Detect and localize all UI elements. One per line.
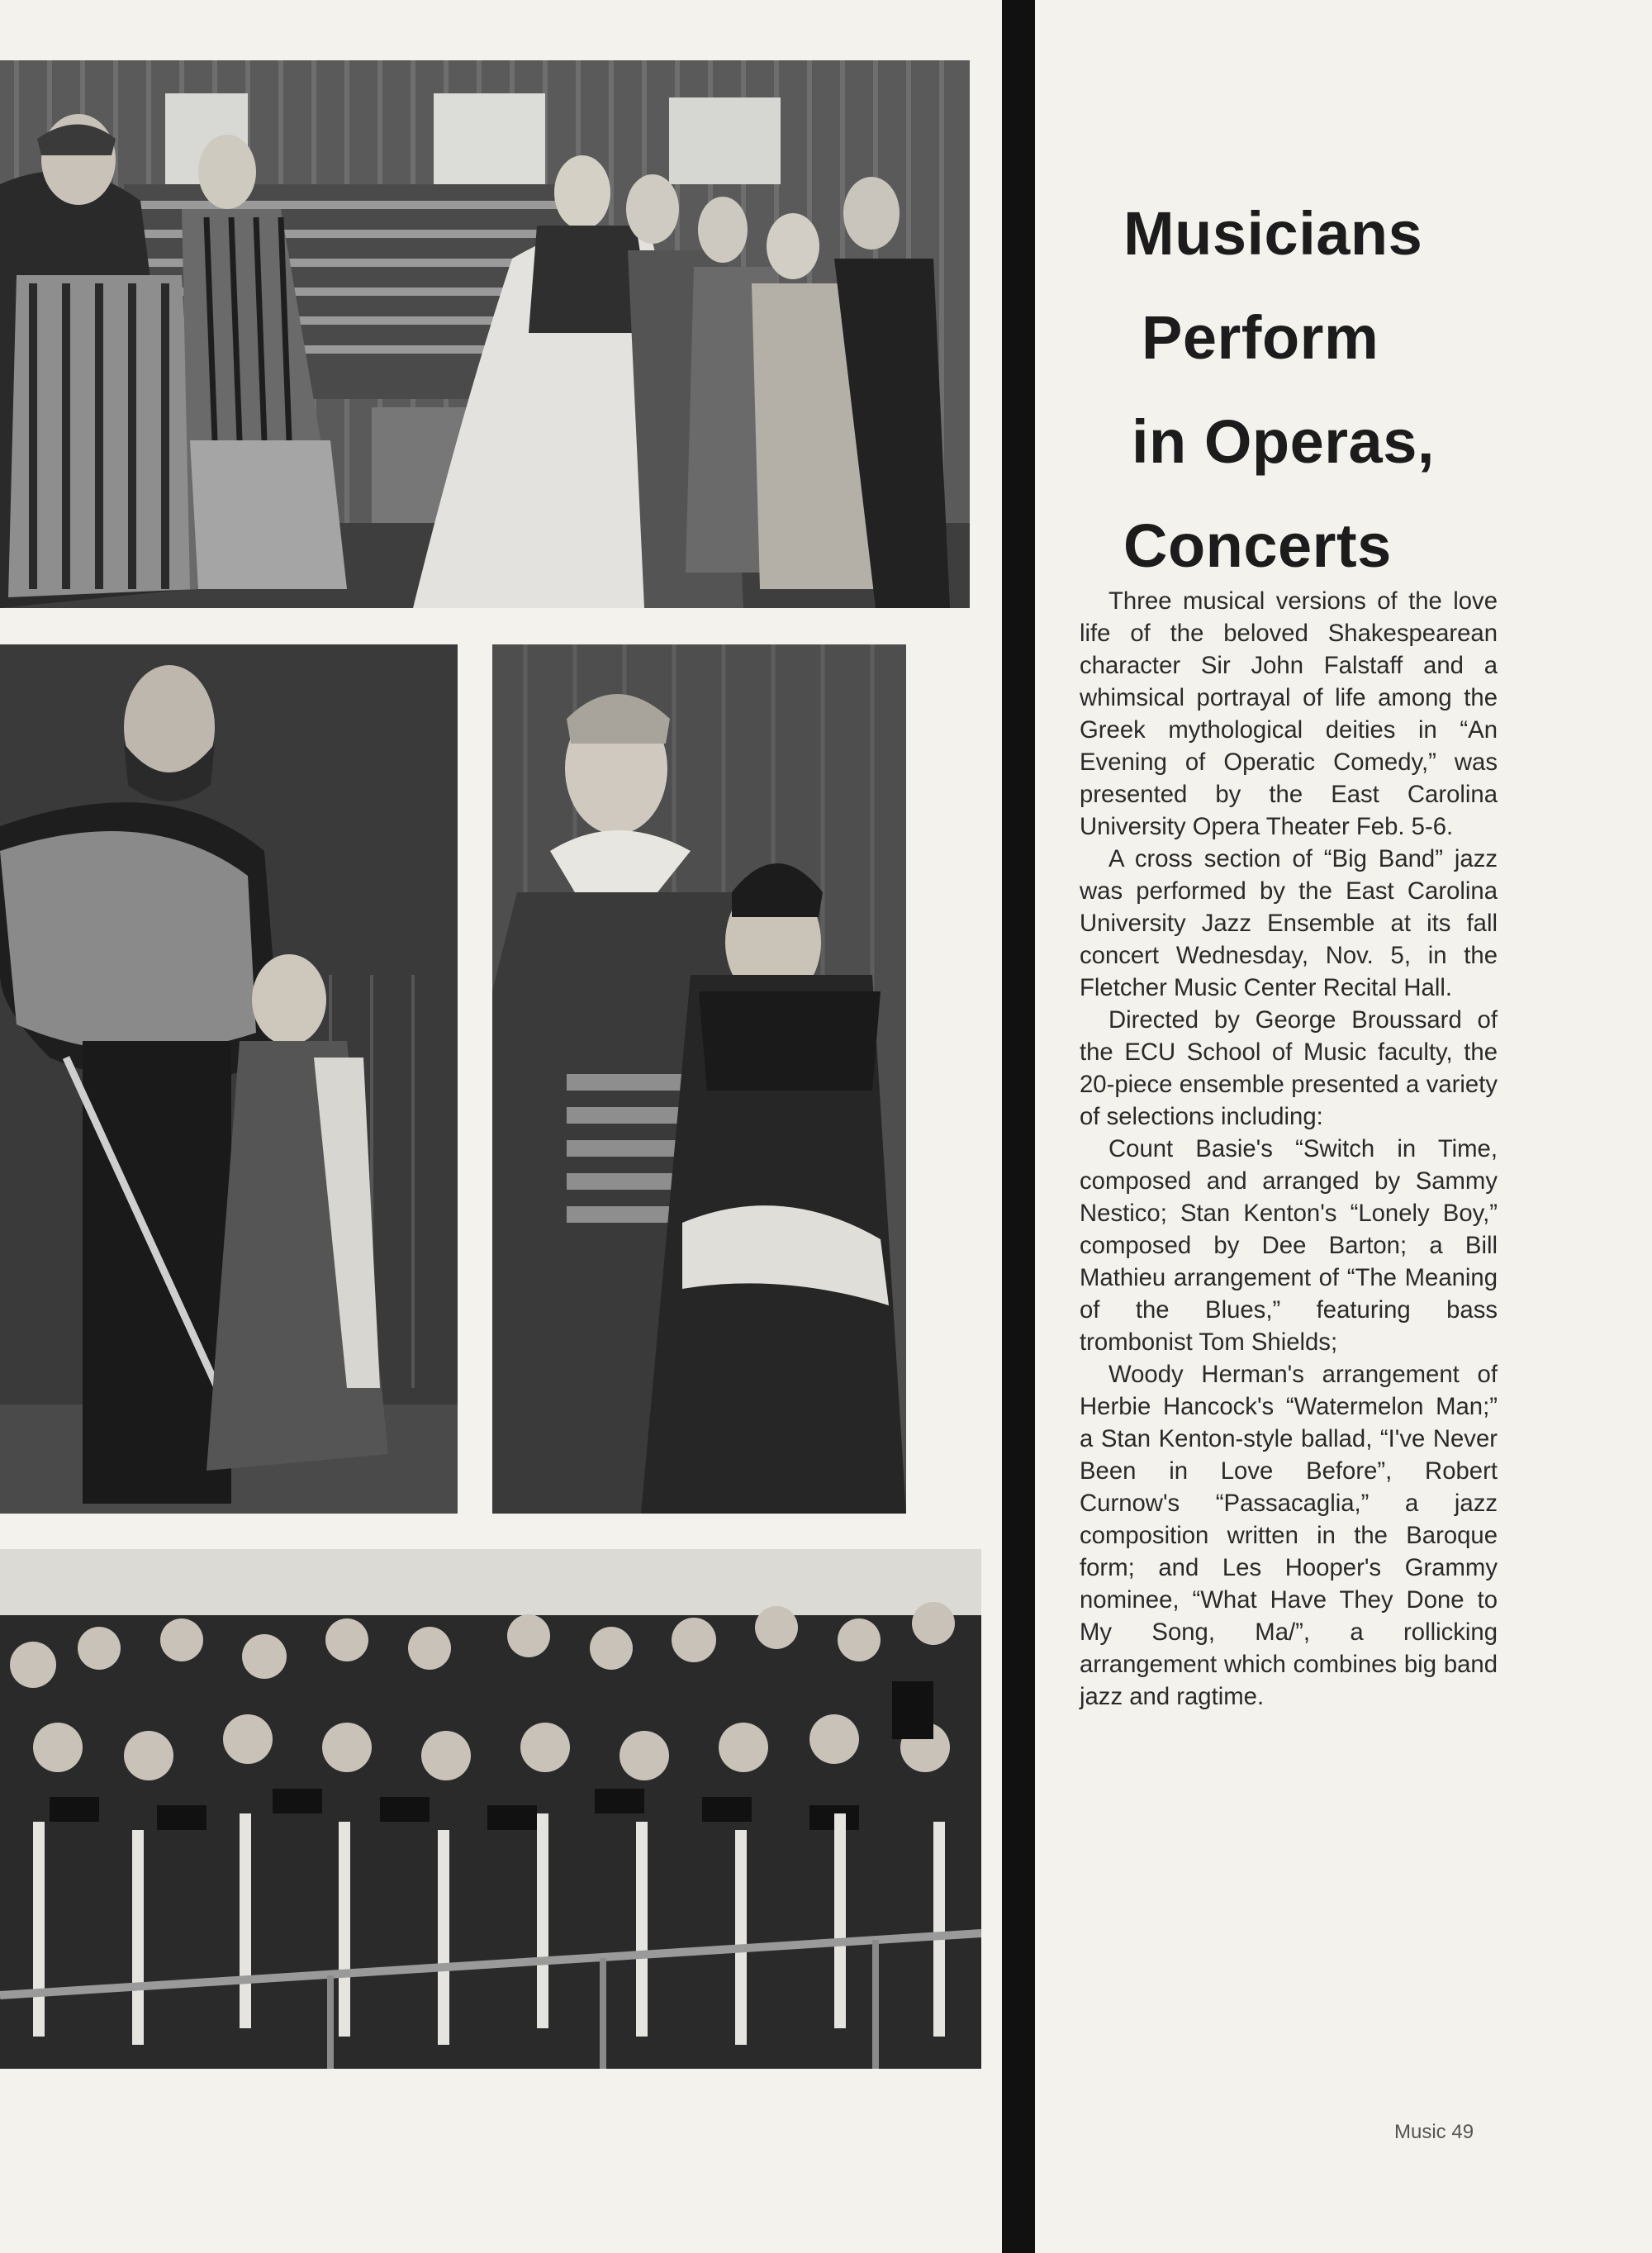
article-paragraph: Woody Herman's arrangement of Herbie Hancock's “Watermelon Man;” a Stan Kenton-style ballad, “I've Never Been in Love Before”, Robert Curnow's “Passacaglia,” a jazz composition written in the Baroque form; and Les Hooper's Grammy nominee, “What Have They Done to My Song, Ma/”, a rollicking arrangement which combines big band jazz and ragtime. bbox=[1080, 1361, 1498, 1710]
cloaked-singer-illustration bbox=[0, 644, 458, 1514]
headline-line-2: Perform bbox=[1142, 303, 1379, 372]
article-paragraph: Directed by George Broussard of the ECU School of Music faculty, the 20-piece ensemble presented a variety of selections including: bbox=[1080, 1006, 1498, 1130]
center-divider-rule bbox=[1002, 0, 1035, 2253]
photo-opera-cloaked-singer bbox=[0, 644, 458, 1514]
opera-cast-illustration bbox=[0, 60, 970, 608]
folio-section: Music bbox=[1394, 2121, 1446, 2143]
article-body bbox=[1080, 585, 1498, 1713]
folio-page-number: 49 bbox=[1451, 2121, 1474, 2143]
photo-opera-cast-on-stage bbox=[0, 60, 970, 608]
article-paragraph: Three musical versions of the love life of the beloved Shakespearean character Sir John Falstaff and a whimsical portrayal of life among the Greek mythological deities in “An Evening of Operatic Comedy,” was presented by the East Carolina University Opera Theater Feb. 5-6. bbox=[1080, 587, 1498, 840]
article-paragraph: A cross section of “Big Band” jazz was performed by the East Carolina University Jazz Ensemble at its fall concert Wednesday, Nov. 5, in the Fletcher Music Center Recital Hall. bbox=[1080, 845, 1498, 1001]
headline-line-1: Musicians bbox=[1123, 199, 1423, 268]
headline-line-3: in Operas, bbox=[1132, 407, 1435, 476]
page-folio bbox=[1394, 2121, 1474, 2144]
article-headline bbox=[1123, 197, 1586, 613]
photo-choir-performance bbox=[0, 1549, 981, 2069]
choir-illustration bbox=[0, 1549, 981, 2069]
headline-line-4: Concerts bbox=[1123, 511, 1392, 580]
article-paragraph: Count Basie's “Switch in Time, composed and arranged by Sammy Nestico; Stan Kenton's “Lonely Boy,” composed by Dee Barton; a Bill Mathieu arrangement of “The Meaning of the Blues,” featuring bass trombonist Tom Shields; bbox=[1080, 1135, 1498, 1356]
two-women-illustration bbox=[492, 644, 906, 1514]
photo-opera-two-women bbox=[492, 644, 906, 1514]
